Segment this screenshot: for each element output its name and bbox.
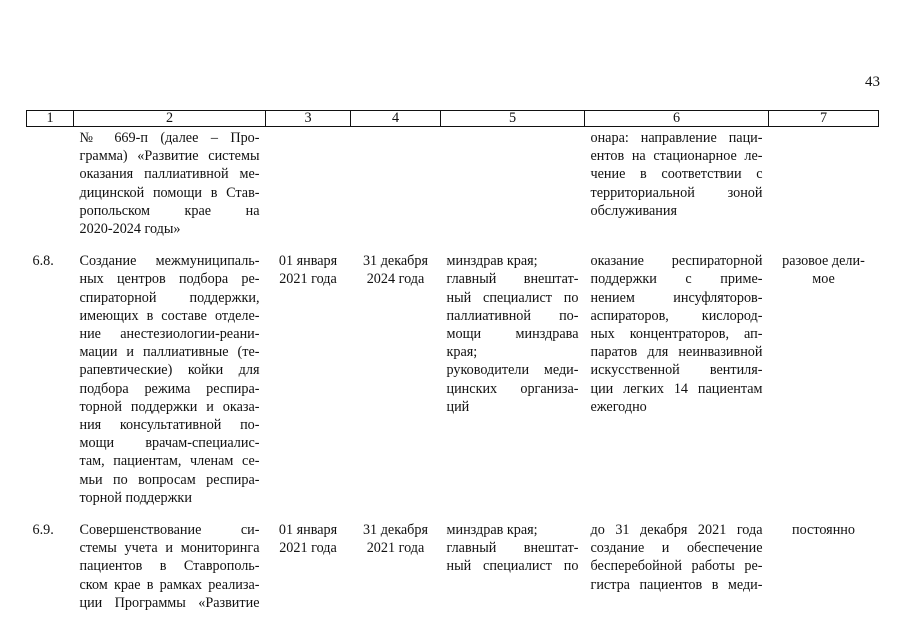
text-line: ных концентраторов, ап- [590, 326, 763, 343]
text-line: онара: направление паци- [590, 130, 763, 146]
text-line: постоянно [792, 522, 855, 539]
text-line: 2021 года [279, 540, 337, 557]
text-line: ции легких 14 пациентам [590, 380, 763, 397]
cell-start [266, 127, 351, 239]
cell-result [585, 252, 769, 507]
text-line: создание и обеспечение [590, 540, 763, 557]
text-line: Создание межмуниципаль- [79, 253, 260, 270]
text-line: грамма) «Развитие системы [79, 148, 260, 165]
text-line: имеющих в составе отделе- [79, 307, 260, 324]
text-line: паратов для неинвазивной [590, 344, 763, 361]
table-row [27, 252, 879, 507]
text-line: подбора режима респира- [79, 380, 260, 397]
text-line: поддержки с приме- [590, 271, 763, 288]
text-line: ции Программы «Развитие [79, 594, 260, 611]
text-line: ние анестезиологии-реани- [79, 326, 260, 343]
cell-result [585, 127, 769, 239]
cell-description [74, 127, 266, 239]
text-line: мое [812, 271, 835, 288]
table-row [27, 521, 879, 612]
text-line: цинских организа- [446, 380, 579, 397]
text-line: № 669-п (далее – Про- [79, 130, 260, 146]
text-line: ском крае в рамках реализа- [79, 576, 260, 593]
cell-type [769, 252, 879, 507]
header-cell-5: 5 [441, 111, 585, 127]
text-line: 2021 года [279, 271, 337, 288]
cell-type [769, 521, 879, 612]
text-line: главный внештат- [446, 540, 579, 557]
text-line: минздрав края; [446, 253, 538, 270]
cell-type [769, 127, 879, 239]
text-line: мации и паллиативные (те- [79, 344, 260, 361]
text-line: ный специалист по [446, 289, 579, 306]
text-line: мощи врачам-специалис- [79, 435, 260, 452]
text-line: 31 декабря [362, 253, 429, 270]
cell-description [74, 521, 266, 612]
text-line: там, пациентам, членам се- [79, 453, 260, 470]
text-line: ный специалист по [446, 558, 579, 575]
text-line: 01 января [278, 253, 338, 270]
cell-start [266, 521, 351, 612]
text-line: бесперебойной работы ре- [590, 558, 763, 575]
text-line: пациентов в Ставрополь- [79, 558, 260, 575]
text-line: края; [446, 344, 478, 361]
cell-start [266, 252, 351, 507]
text-line: дицинской помощи в Став- [79, 184, 260, 201]
text-line: ентов на стационарное ле- [590, 148, 763, 165]
cell-number: 6.9. [32, 522, 54, 539]
text-line: 2024 года [366, 271, 425, 288]
page-number: 43 [865, 74, 880, 90]
header-row [27, 111, 879, 127]
text-line: чение в соответствии с [590, 166, 763, 183]
header-cell-4: 4 [351, 111, 441, 127]
cell-responsible [441, 252, 585, 507]
text-line: 31 декабря [362, 522, 429, 539]
measures-table [26, 110, 879, 612]
cell-description [74, 252, 266, 507]
text-line: спираторной поддержки, [79, 289, 260, 306]
text-line: мьи по вопросам респира- [79, 471, 260, 488]
text-line: искусственной вентиля- [590, 362, 763, 379]
text-line: ежегодно [590, 398, 647, 415]
text-line: торной поддержки [79, 489, 192, 506]
cell-end [351, 252, 441, 507]
text-line: 01 января [278, 522, 338, 539]
cell-end [351, 521, 441, 612]
text-line: ропольском крае на [79, 202, 260, 219]
header-cell-7: 7 [769, 111, 879, 127]
text-line: разовое дели- [782, 253, 865, 270]
text-line: нением инсуфляторов- [590, 289, 763, 306]
cell-end [351, 127, 441, 239]
text-line: территориальной зоной [590, 184, 763, 201]
text-line: ния консультативной по- [79, 417, 260, 434]
text-line: минздрав края; [446, 522, 538, 539]
cell-number [27, 127, 74, 239]
text-line: торной поддержки и оказа- [79, 398, 260, 415]
text-line: Совершенствование си- [79, 522, 260, 539]
text-line: рапевтические) койки для [79, 362, 260, 379]
text-line: ций [446, 398, 470, 415]
text-line: мощи минздрава [446, 326, 579, 343]
text-line: стемы учета и мониторинга [79, 540, 260, 557]
text-line: обслуживания [590, 202, 678, 219]
table-row-continuation [27, 127, 879, 239]
header-cell-2: 2 [74, 111, 266, 127]
text-line: 2021 года [366, 540, 425, 557]
header-cell-3: 3 [266, 111, 351, 127]
header-cell-6: 6 [585, 111, 769, 127]
cell-responsible [441, 127, 585, 239]
header-cell-1: 1 [27, 111, 74, 127]
text-line: оказание респираторной [590, 253, 763, 270]
text-line: руководители меди- [446, 362, 579, 379]
text-line: 2020-2024 годы» [79, 221, 181, 238]
text-line: аспираторов, кислород- [590, 307, 763, 324]
text-line: оказания паллиативной ме- [79, 166, 260, 183]
text-line: главный внештат- [446, 271, 579, 288]
cell-responsible [441, 521, 585, 612]
cell-number: 6.8. [32, 253, 54, 270]
text-line: ных центров подбора ре- [79, 271, 260, 288]
text-line: до 31 декабря 2021 года [590, 522, 763, 539]
text-line: паллиативной по- [446, 307, 579, 324]
text-line: гистра пациентов в меди- [590, 576, 763, 593]
cell-result [585, 521, 769, 612]
